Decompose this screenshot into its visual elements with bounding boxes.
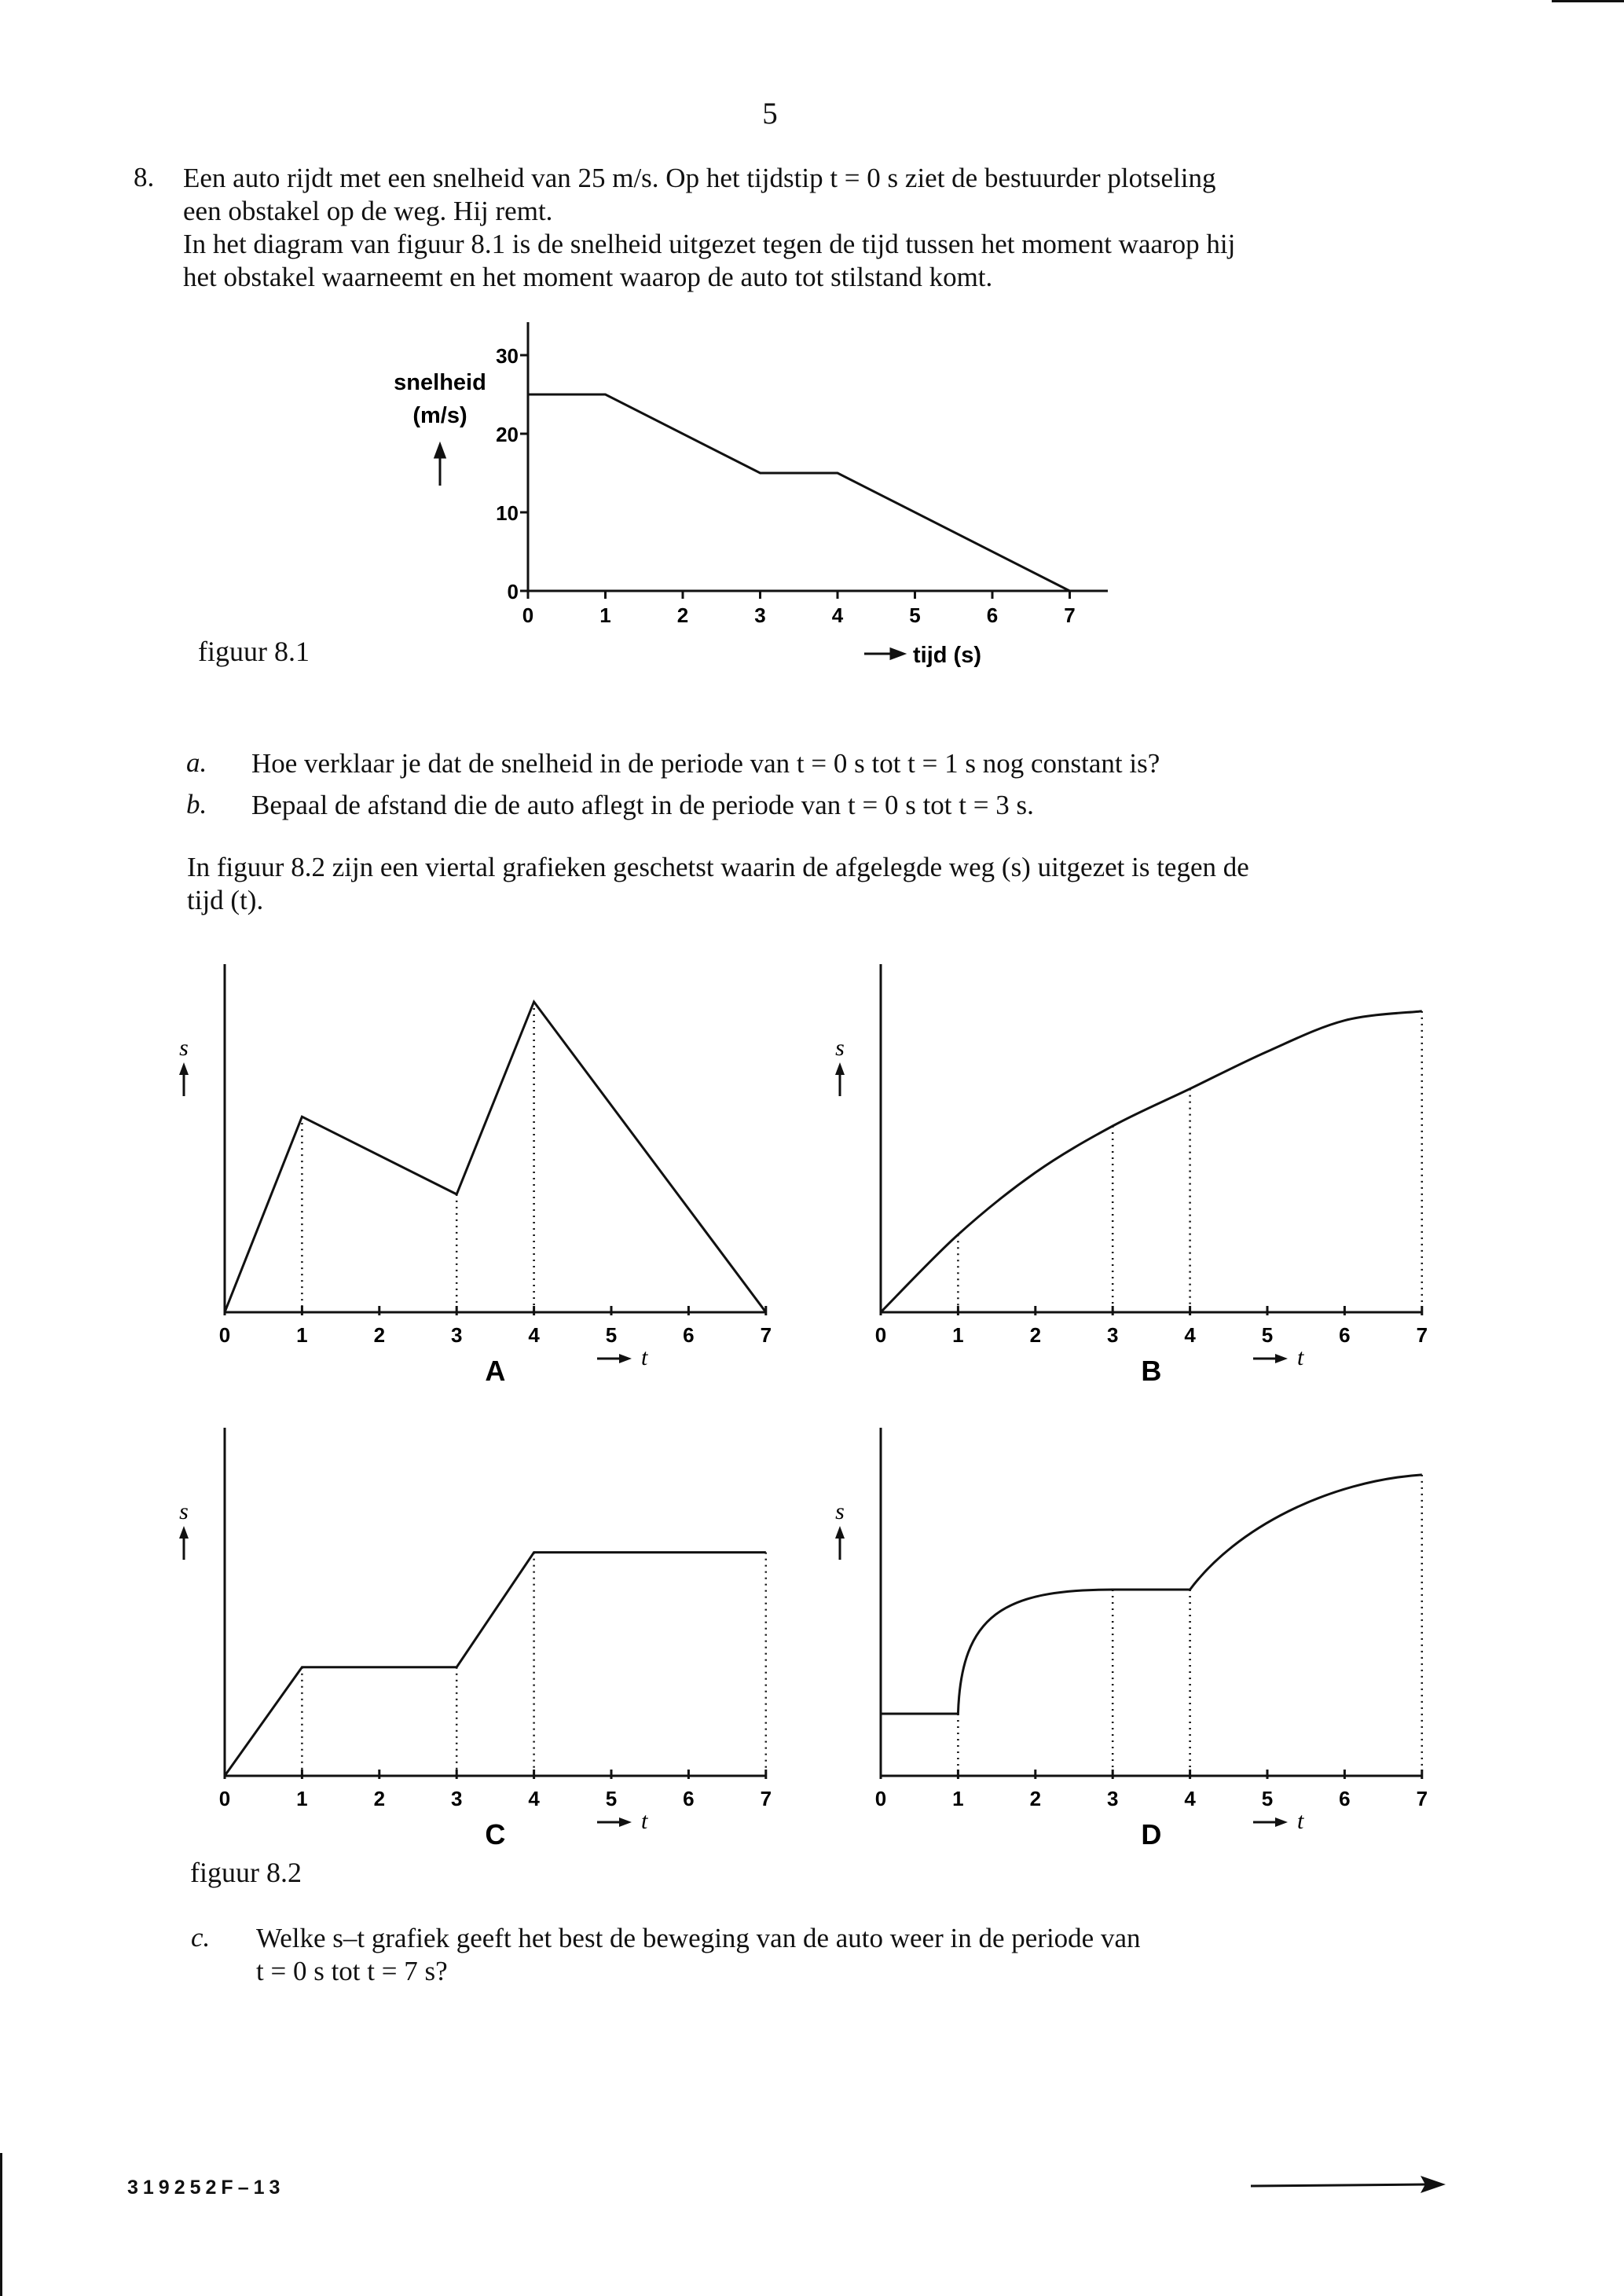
figure-8-2-graph-a <box>165 955 794 1410</box>
x-axis-label: t <box>641 1808 648 1834</box>
exam-code: 319252F–13 <box>127 2177 285 2199</box>
x-tick-label: 5 <box>1261 1323 1274 1347</box>
x-tick-label: 0 <box>522 603 534 627</box>
y-axis-label: s <box>179 1498 189 1524</box>
arrow-up-icon <box>835 1526 845 1539</box>
arrow-up-icon <box>435 445 445 486</box>
figure-8-2-intro <box>187 851 1476 917</box>
y-tick-label: 30 <box>496 344 519 368</box>
x-tick-label: 1 <box>599 603 611 627</box>
intro-line: tijd (t). <box>187 885 264 915</box>
s-t-curve <box>225 1553 766 1776</box>
x-tick-label: 0 <box>874 1323 887 1347</box>
arrow-right-icon <box>619 1354 632 1363</box>
page-edge-top-right <box>1552 0 1624 2</box>
subquestion-c-line: Welke s–t grafiek geeft het best de beweging van de auto weer in de periode van <box>256 1923 1141 1953</box>
subquestion-c-text <box>256 1922 1141 1988</box>
x-axis-label: tijd (s) <box>913 643 981 668</box>
x-tick-label: 1 <box>952 1787 964 1810</box>
x-tick-label: 4 <box>1184 1787 1196 1810</box>
x-tick-label: 6 <box>683 1323 695 1347</box>
arrow-right-icon <box>1275 1817 1288 1827</box>
arrow-up-icon <box>179 1526 189 1539</box>
figure-8-1-caption: figuur 8.1 <box>198 636 310 667</box>
page-number: 5 <box>762 97 778 130</box>
subquestion-c-letter: c. <box>191 1922 211 1953</box>
x-axis-label: t <box>1297 1808 1304 1834</box>
question-line: een obstakel op de weg. Hij remt. <box>183 196 553 226</box>
y-axis-label: s <box>835 1035 845 1061</box>
arrow-up-icon <box>835 1062 845 1075</box>
x-tick-label: 0 <box>218 1787 231 1810</box>
arrow-right-icon <box>1275 1354 1288 1363</box>
y-axis-label: snelheid <box>394 370 486 395</box>
x-tick-label: 6 <box>1339 1323 1351 1347</box>
x-axis-label: t <box>1297 1344 1304 1370</box>
x-tick-label: 2 <box>1029 1323 1042 1347</box>
arrow-right-icon <box>864 649 904 658</box>
y-axis-unit: (m/s) <box>412 403 467 428</box>
y-tick-label: 0 <box>507 580 519 603</box>
s-t-curve <box>881 1475 1422 1714</box>
x-tick-label: 2 <box>373 1787 386 1810</box>
question-line: het obstakel waarneemt en het moment waarop de auto tot stilstand komt. <box>183 262 993 292</box>
subquestion-b-letter: b. <box>186 789 207 820</box>
x-axis-label: t <box>641 1344 648 1370</box>
x-tick-label: 6 <box>683 1787 695 1810</box>
graph-letter: A <box>485 1355 506 1387</box>
velocity-line <box>528 394 1070 591</box>
x-tick-label: 4 <box>528 1787 540 1810</box>
x-tick-label: 3 <box>450 1323 463 1347</box>
x-tick-label: 4 <box>1184 1323 1196 1347</box>
x-tick-label: 7 <box>760 1323 772 1347</box>
x-tick-label: 3 <box>1106 1787 1119 1810</box>
y-axis-label: s <box>835 1498 845 1524</box>
figure-8-2-caption: figuur 8.2 <box>190 1857 302 1888</box>
figure-8-1-chart <box>377 314 1131 684</box>
y-axis-label: s <box>179 1035 189 1061</box>
x-tick-label: 4 <box>528 1323 540 1347</box>
subquestion-b-text: Bepaal de afstand die de auto aflegt in de periode van t = 0 s tot t = 3 s. <box>251 790 1034 820</box>
subquestion-c-line: t = 0 s tot t = 7 s? <box>256 1956 448 1986</box>
page-edge-bottom-left <box>0 2153 2 2296</box>
subquestion-a-letter: a. <box>186 747 207 778</box>
figure-8-2-graph-d <box>821 1418 1450 1874</box>
x-tick-label: 2 <box>373 1323 386 1347</box>
x-tick-label: 0 <box>874 1787 887 1810</box>
question-line: Een auto rijdt met een snelheid van 25 m/s. Op het tijdstip t = 0 s ziet de bestuurder plotseling <box>183 163 1216 193</box>
graph-letter: B <box>1141 1355 1162 1387</box>
graph-letter: D <box>1141 1818 1162 1850</box>
y-tick-label: 20 <box>496 423 519 446</box>
intro-line: In figuur 8.2 zijn een viertal grafieken geschetst waarin de afgelegde weg (s) uitgezet is tegen de <box>187 852 1249 882</box>
x-tick-label: 7 <box>1416 1787 1428 1810</box>
x-tick-label: 7 <box>760 1787 772 1810</box>
x-tick-label: 6 <box>986 603 999 627</box>
graph-letter: C <box>485 1818 506 1850</box>
x-tick-label: 5 <box>605 1787 618 1810</box>
x-tick-label: 5 <box>605 1323 618 1347</box>
x-tick-label: 2 <box>1029 1787 1042 1810</box>
question-line: In het diagram van figuur 8.1 is de snelheid uitgezet tegen de tijd tussen het moment waarop hij <box>183 229 1236 259</box>
x-tick-label: 7 <box>1416 1323 1428 1347</box>
arrow-right-icon <box>619 1817 632 1827</box>
x-tick-label: 7 <box>1064 603 1076 627</box>
question-text <box>183 162 1440 294</box>
y-tick-label: 10 <box>496 501 519 525</box>
x-tick-label: 3 <box>450 1787 463 1810</box>
x-tick-label: 1 <box>952 1323 964 1347</box>
x-tick-label: 1 <box>296 1323 308 1347</box>
question-number: 8. <box>134 162 155 193</box>
s-t-curve <box>225 1002 766 1312</box>
x-tick-label: 4 <box>831 603 844 627</box>
x-tick-label: 5 <box>1261 1787 1274 1810</box>
x-tick-label: 5 <box>909 603 921 627</box>
x-tick-label: 3 <box>1106 1323 1119 1347</box>
s-t-curve <box>881 1011 1422 1312</box>
x-tick-label: 2 <box>676 603 689 627</box>
x-tick-label: 6 <box>1339 1787 1351 1810</box>
x-tick-label: 1 <box>296 1787 308 1810</box>
x-tick-label: 0 <box>218 1323 231 1347</box>
next-page-arrow-icon <box>1249 2169 1454 2200</box>
figure-8-2-graph-c <box>165 1418 794 1874</box>
x-tick-label: 3 <box>754 603 766 627</box>
subquestion-a-text: Hoe verklaar je dat de snelheid in de periode van t = 0 s tot t = 1 s nog constant is? <box>251 748 1160 779</box>
figure-8-2-graph-b <box>821 955 1450 1410</box>
arrow-up-icon <box>179 1062 189 1075</box>
